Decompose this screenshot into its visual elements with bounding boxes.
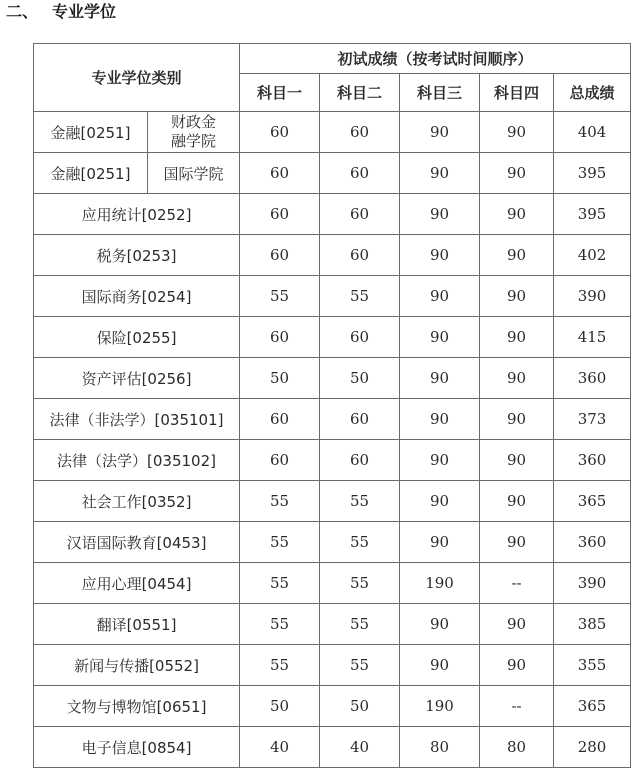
total-score-cell: 355 [554,645,631,686]
group-header: 初试成绩（按考试时间顺序） [240,44,631,74]
score-table [33,43,631,768]
row-category: 新闻与传播[0552] [34,645,240,686]
score-cell: 90 [400,153,480,194]
score-cell: 60 [240,399,320,440]
score-cell: 55 [320,276,400,317]
score-cell: 55 [320,604,400,645]
score-cell: 80 [480,727,554,768]
column-header: 总成绩 [554,74,631,112]
score-cell: 50 [320,686,400,727]
row-subcategory [148,112,240,153]
row-category: 资产评估[0256] [34,358,240,399]
score-cell: 90 [480,153,554,194]
row-category: 国际商务[0254] [34,276,240,317]
score-cell: 90 [480,112,554,153]
row-category: 社会工作[0352] [34,481,240,522]
total-score-cell: 402 [554,235,631,276]
score-cell: 55 [240,481,320,522]
column-header: 科目一 [240,74,320,112]
score-cell: 40 [320,727,400,768]
score-cell: 60 [320,112,400,153]
score-cell: 190 [400,563,480,604]
row-category: 保险[0255] [34,317,240,358]
score-cell: -- [480,563,554,604]
section-title: 专业学位 [52,2,117,21]
table-row [34,235,631,276]
score-cell: 90 [400,235,480,276]
score-cell: 60 [320,317,400,358]
section-heading [6,0,116,26]
score-cell: 90 [480,235,554,276]
total-score-cell: 360 [554,440,631,481]
total-score-cell: 385 [554,604,631,645]
table-row [34,522,631,563]
total-score-cell: 395 [554,153,631,194]
table-row [34,727,631,768]
score-cell: 90 [480,276,554,317]
score-cell: 60 [320,440,400,481]
score-cell: -- [480,686,554,727]
column-header: 科目二 [320,74,400,112]
score-cell: 90 [400,276,480,317]
score-cell: 90 [400,440,480,481]
column-header: 科目三 [400,74,480,112]
row-category: 金融[0251] [34,153,148,194]
score-cell: 90 [400,112,480,153]
score-cell: 90 [400,194,480,235]
table-row [34,276,631,317]
row-category: 汉语国际教育[0453] [34,522,240,563]
score-cell: 90 [400,481,480,522]
score-cell: 90 [480,440,554,481]
score-cell: 60 [320,153,400,194]
table-row [34,399,631,440]
score-cell: 55 [320,481,400,522]
total-score-cell: 390 [554,276,631,317]
total-score-cell: 395 [554,194,631,235]
total-score-cell: 360 [554,522,631,563]
section-number: 二、 [6,2,39,21]
table-row [34,317,631,358]
row-category: 电子信息[0854] [34,727,240,768]
score-cell: 55 [320,563,400,604]
row-category: 金融[0251] [34,112,148,153]
score-cell: 90 [400,604,480,645]
table-row [34,563,631,604]
score-cell: 90 [480,194,554,235]
score-cell: 55 [240,276,320,317]
table-row [34,112,631,153]
column-header: 科目四 [480,74,554,112]
score-cell: 60 [320,235,400,276]
score-cell: 55 [240,604,320,645]
table-row [34,481,631,522]
score-cell: 90 [400,645,480,686]
score-cell: 40 [240,727,320,768]
score-cell: 90 [480,522,554,563]
score-cell: 55 [240,563,320,604]
row-category: 应用心理[0454] [34,563,240,604]
score-cell: 55 [240,645,320,686]
table-row [34,153,631,194]
score-cell: 90 [480,604,554,645]
score-cell: 60 [240,112,320,153]
total-score-cell: 280 [554,727,631,768]
score-cell: 60 [240,440,320,481]
table-row [34,604,631,645]
total-score-cell: 360 [554,358,631,399]
row-subcategory-label: 财政金融学院 [170,113,216,150]
total-score-cell: 373 [554,399,631,440]
score-cell: 50 [240,358,320,399]
total-score-cell: 365 [554,686,631,727]
score-cell: 55 [240,522,320,563]
row-subcategory: 国际学院 [148,153,240,194]
score-cell: 60 [320,194,400,235]
score-cell: 90 [480,645,554,686]
row-category: 应用统计[0252] [34,194,240,235]
table-row [34,686,631,727]
score-cell: 90 [400,358,480,399]
score-cell: 90 [400,399,480,440]
score-cell: 90 [480,358,554,399]
table-row [34,645,631,686]
score-cell: 90 [480,481,554,522]
category-header: 专业学位类别 [34,44,240,112]
score-cell: 190 [400,686,480,727]
score-cell: 60 [240,317,320,358]
score-cell: 80 [400,727,480,768]
total-score-cell: 415 [554,317,631,358]
total-score-cell: 404 [554,112,631,153]
score-cell: 55 [320,645,400,686]
row-category: 税务[0253] [34,235,240,276]
score-cell: 90 [400,317,480,358]
table-row [34,440,631,481]
score-cell: 60 [240,235,320,276]
header-row-group [34,44,631,74]
row-category: 文物与博物馆[0651] [34,686,240,727]
score-cell: 50 [240,686,320,727]
score-cell: 60 [240,194,320,235]
score-cell: 90 [480,399,554,440]
row-category: 翻译[0551] [34,604,240,645]
total-score-cell: 365 [554,481,631,522]
table-row [34,194,631,235]
score-cell: 50 [320,358,400,399]
table-row [34,358,631,399]
row-category: 法律（非法学）[035101] [34,399,240,440]
total-score-cell: 390 [554,563,631,604]
row-category: 法律（法学）[035102] [34,440,240,481]
score-cell: 60 [240,153,320,194]
score-cell: 90 [400,522,480,563]
score-cell: 55 [320,522,400,563]
score-cell: 90 [480,317,554,358]
score-cell: 60 [320,399,400,440]
